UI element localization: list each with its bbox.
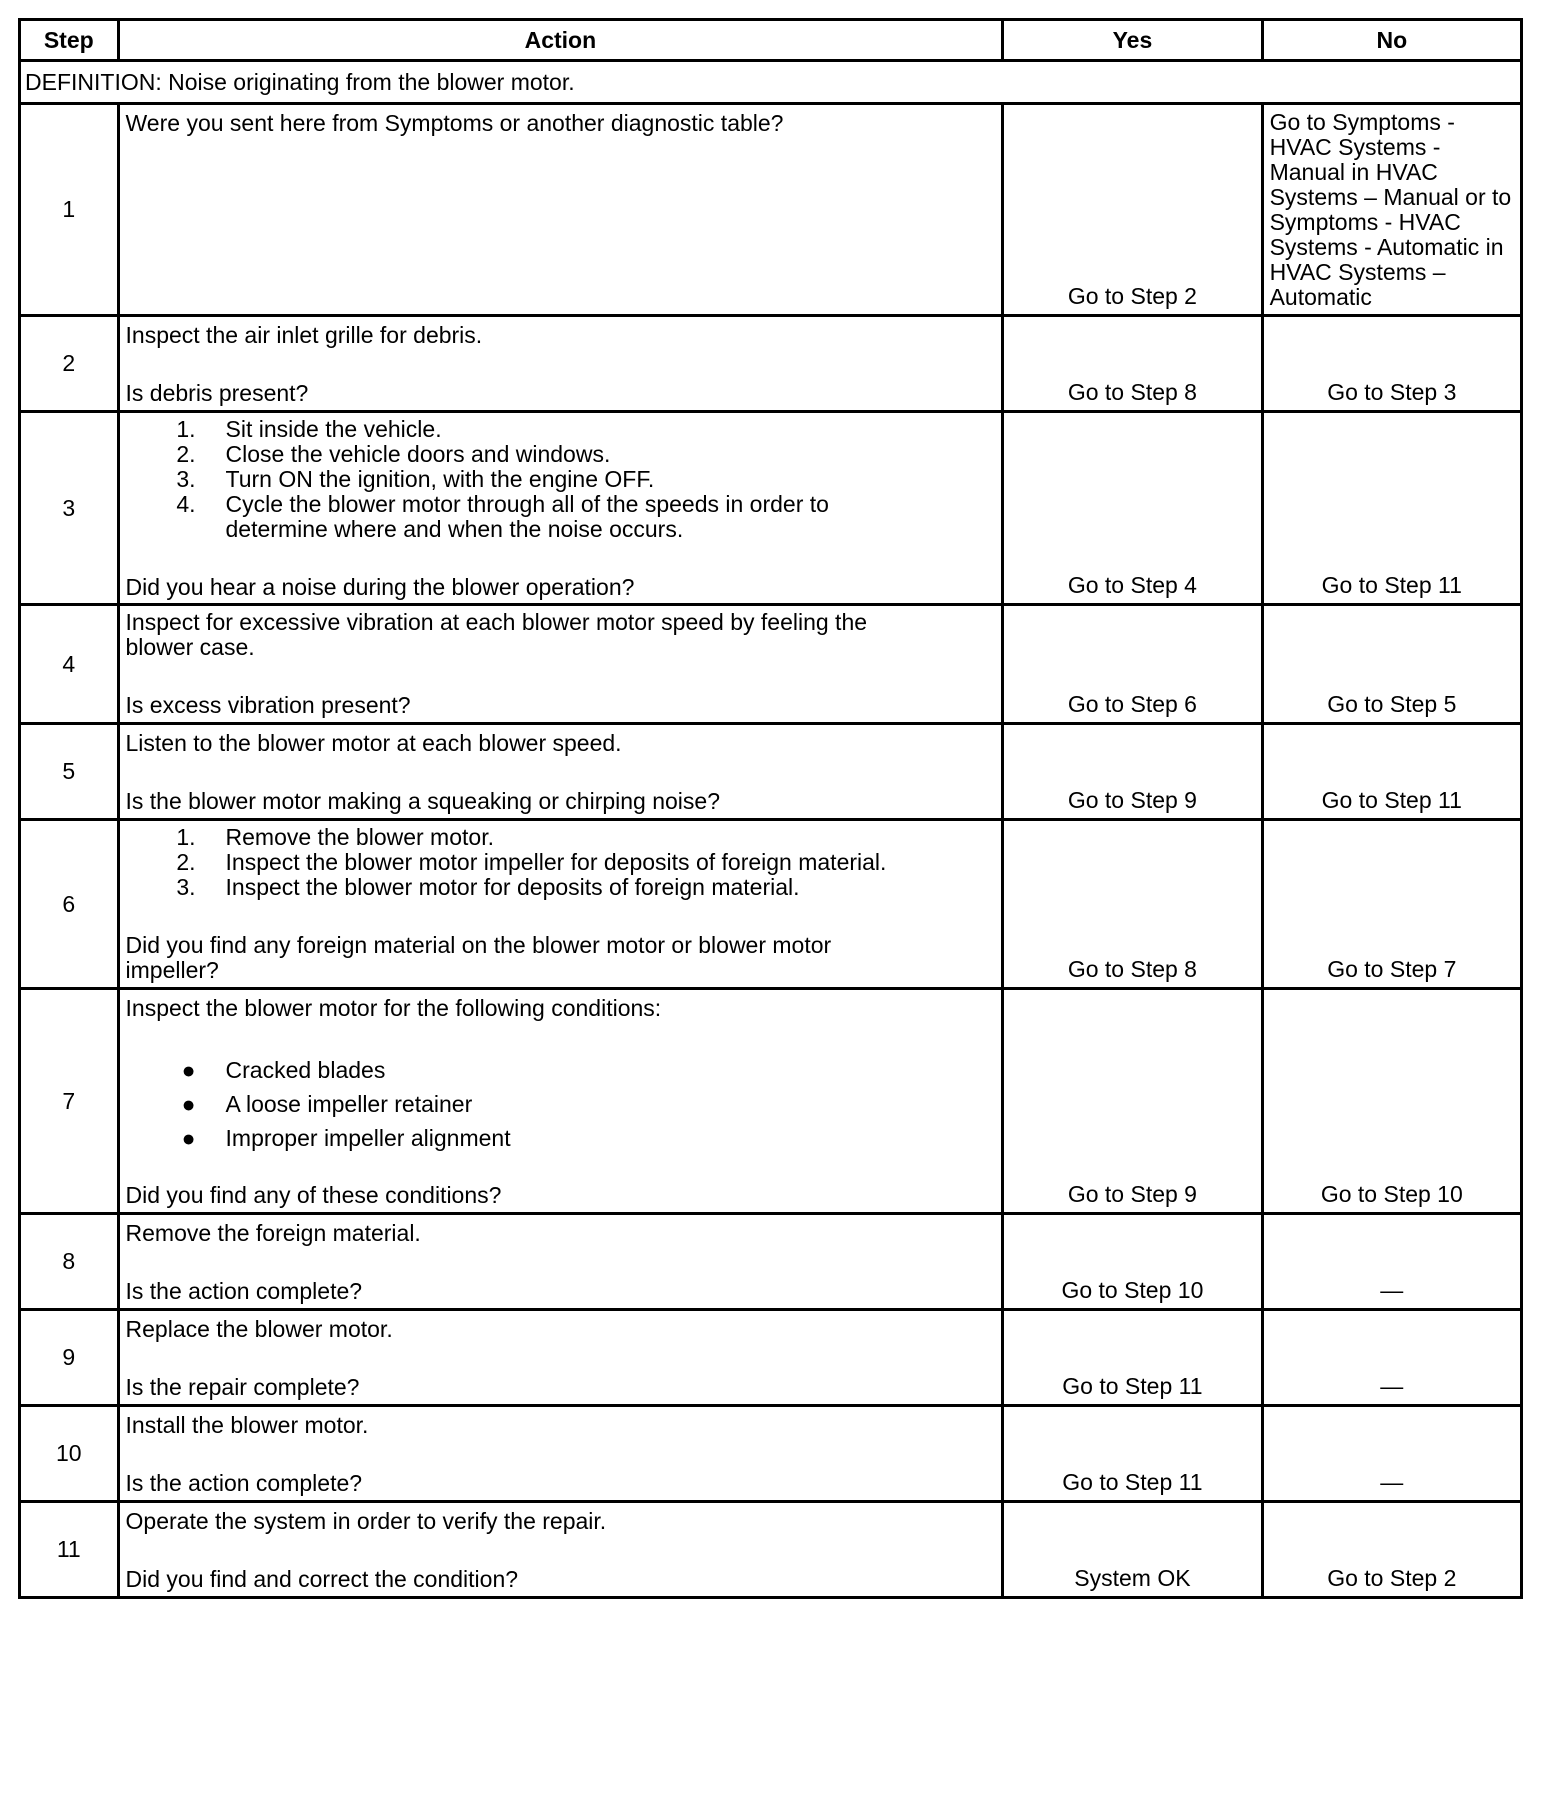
table-row: [20, 1310, 1522, 1406]
no-cell: —: [1262, 1310, 1521, 1406]
action-cell: [118, 820, 1003, 989]
action-text: Operate the system in order to verify the repair.: [125, 1508, 607, 1534]
list-item: [126, 1121, 996, 1155]
header-no: No: [1262, 20, 1521, 61]
diagnostic-table: [18, 18, 1523, 1599]
action-text: Inspect for excessive vibration at each blower motor speed by feeling the blower case.: [125, 609, 868, 660]
list-text: Inspect the blower motor for deposits of foreign material.: [225, 874, 800, 900]
step-number: 3: [20, 412, 119, 605]
header-yes: Yes: [1003, 20, 1262, 61]
action-question: Is excess vibration present?: [125, 692, 411, 718]
list-text: Sit inside the vehicle.: [225, 416, 442, 442]
no-cell: —: [1262, 1406, 1521, 1502]
table-row: [20, 316, 1522, 412]
no-cell: Go to Step 7: [1262, 820, 1521, 989]
list-text: Improper impeller alignment: [225, 1125, 511, 1151]
no-cell: Go to Step 2: [1262, 1502, 1521, 1598]
action-cell: [118, 104, 1003, 316]
action-cell: [118, 412, 1003, 605]
yes-cell: Go to Step 10: [1003, 1214, 1262, 1310]
yes-cell: Go to Step 9: [1003, 724, 1262, 820]
action-text: Remove the foreign material.: [125, 1220, 421, 1246]
table-row: [20, 1502, 1522, 1598]
action-text: Listen to the blower motor at each blower speed.: [125, 730, 622, 756]
action-cell: [118, 989, 1003, 1214]
no-cell: Go to Step 10: [1262, 989, 1521, 1214]
header-step: Step: [20, 20, 119, 61]
list-number: 2.: [176, 441, 196, 467]
list-item: [126, 417, 996, 442]
table-row: [20, 605, 1522, 724]
no-cell: Go to Step 11: [1262, 724, 1521, 820]
action-cell: [118, 724, 1003, 820]
no-cell: Go to Symptoms - HVAC Systems - Manual in HVAC Systems – Manual or to Symptoms - HVAC Systems - Automatic in HVAC Systems – Automatic: [1262, 104, 1521, 316]
list-item: [126, 875, 996, 900]
action-cell: [118, 1502, 1003, 1598]
yes-cell: Go to Step 11: [1003, 1406, 1262, 1502]
bullet-list: [126, 1053, 996, 1155]
action-cell: [118, 1406, 1003, 1502]
list-item: [126, 442, 996, 467]
yes-cell: Go to Step 8: [1003, 820, 1262, 989]
table-row: [20, 104, 1522, 316]
step-number: 7: [20, 989, 119, 1214]
yes-cell: Go to Step 4: [1003, 412, 1262, 605]
list-text: Close the vehicle doors and windows.: [225, 441, 611, 467]
definition-text: DEFINITION: Noise originating from the blower motor.: [20, 61, 1522, 104]
table-row: [20, 412, 1522, 605]
list-text: Remove the blower motor.: [225, 824, 494, 850]
numbered-list: [126, 825, 996, 900]
yes-cell: Go to Step 8: [1003, 316, 1262, 412]
list-number: 3.: [176, 874, 196, 900]
bullet-icon: ●: [181, 1091, 196, 1117]
table-row: [20, 989, 1522, 1214]
action-question: Is debris present?: [125, 380, 309, 406]
step-number: 4: [20, 605, 119, 724]
list-item: [126, 825, 996, 850]
yes-cell: Go to Step 2: [1003, 104, 1262, 316]
list-item: [126, 1053, 996, 1087]
action-cell: [118, 316, 1003, 412]
bullet-icon: ●: [181, 1057, 196, 1083]
table-row: [20, 1214, 1522, 1310]
list-item: [126, 467, 996, 492]
action-question: Is the action complete?: [125, 1470, 363, 1496]
step-number: 10: [20, 1406, 119, 1502]
action-question: Is the action complete?: [125, 1278, 363, 1304]
step-number: 1: [20, 104, 119, 316]
action-question: Did you find any foreign material on the blower motor or blower motor impeller?: [125, 932, 832, 983]
table-row: [20, 1406, 1522, 1502]
diagnostic-table-container: [18, 18, 1523, 1599]
action-question: Did you find any of these conditions?: [125, 1182, 502, 1208]
step-number: 8: [20, 1214, 119, 1310]
no-cell: Go to Step 5: [1262, 605, 1521, 724]
list-number: 4.: [176, 491, 196, 517]
list-number: 2.: [176, 849, 196, 875]
step-number: 5: [20, 724, 119, 820]
action-question: Did you hear a noise during the blower operation?: [125, 574, 635, 600]
step-number: 6: [20, 820, 119, 989]
yes-cell: Go to Step 9: [1003, 989, 1262, 1214]
header-row: [20, 20, 1522, 61]
no-cell: Go to Step 3: [1262, 316, 1521, 412]
no-cell: Go to Step 11: [1262, 412, 1521, 605]
bullet-icon: ●: [181, 1125, 196, 1151]
list-text: Cycle the blower motor through all of the speeds in order to determine where and when the noise occurs.: [225, 491, 829, 542]
action-cell: [118, 1310, 1003, 1406]
table-row: [20, 820, 1522, 989]
step-number: 11: [20, 1502, 119, 1598]
step-number: 9: [20, 1310, 119, 1406]
list-number: 1.: [176, 824, 196, 850]
yes-cell: Go to Step 11: [1003, 1310, 1262, 1406]
step-number: 2: [20, 316, 119, 412]
list-text: A loose impeller retainer: [225, 1091, 473, 1117]
yes-cell: Go to Step 6: [1003, 605, 1262, 724]
list-text: Inspect the blower motor impeller for deposits of foreign material.: [225, 849, 887, 875]
action-cell: [118, 1214, 1003, 1310]
action-question: Did you find and correct the condition?: [125, 1566, 519, 1592]
action-text: Inspect the air inlet grille for debris.: [125, 322, 483, 348]
header-action: Action: [118, 20, 1003, 61]
table-row: [20, 724, 1522, 820]
action-text: Replace the blower motor.: [125, 1316, 393, 1342]
list-text: Cracked blades: [225, 1057, 386, 1083]
definition-row: [20, 61, 1522, 104]
numbered-list: [126, 417, 996, 542]
action-question: Is the blower motor making a squeaking or chirping noise?: [125, 788, 721, 814]
list-item: [126, 492, 996, 542]
action-question: Is the repair complete?: [125, 1374, 360, 1400]
action-text: Install the blower motor.: [125, 1412, 369, 1438]
no-cell: —: [1262, 1214, 1521, 1310]
action-cell: [118, 605, 1003, 724]
action-text: Were you sent here from Symptoms or another diagnostic table?: [125, 110, 784, 136]
list-item: [126, 1087, 996, 1121]
list-number: 1.: [176, 416, 196, 442]
list-item: [126, 850, 996, 875]
list-text: Turn ON the ignition, with the engine OFF.: [225, 466, 655, 492]
yes-cell: System OK: [1003, 1502, 1262, 1598]
action-text: Inspect the blower motor for the following conditions:: [125, 995, 662, 1021]
list-number: 3.: [176, 466, 196, 492]
